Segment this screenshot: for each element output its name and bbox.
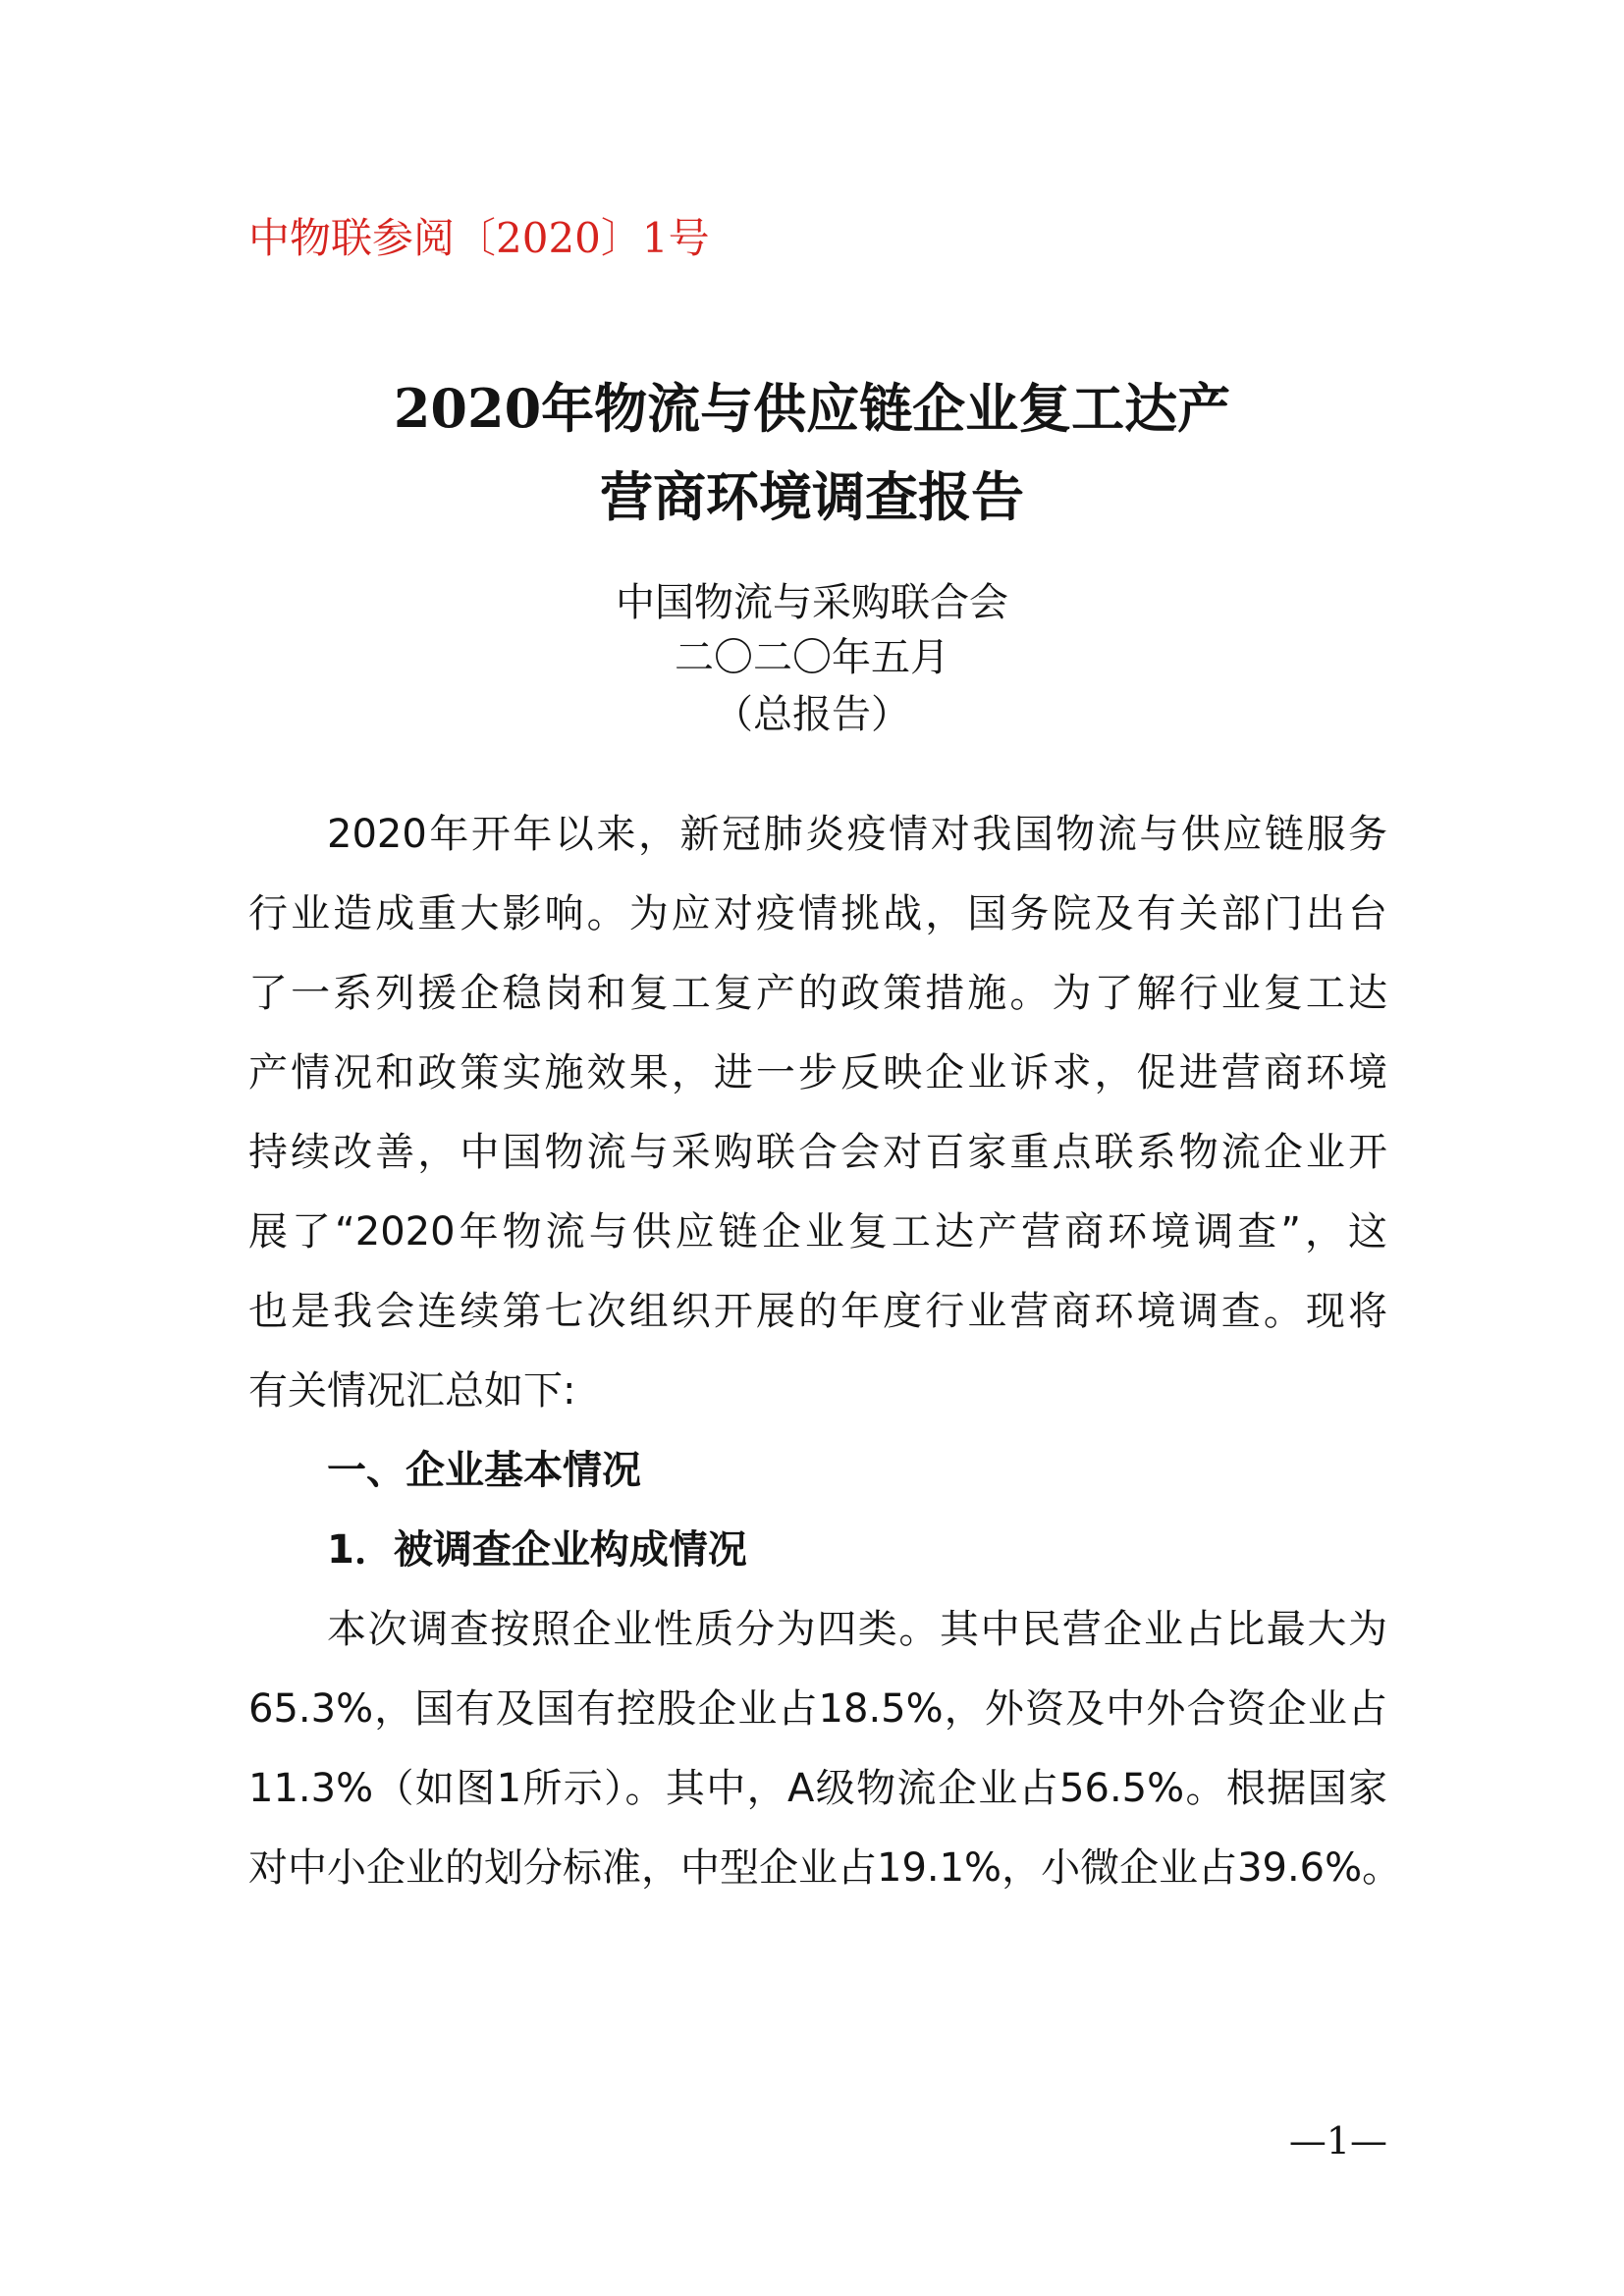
- report-title-line-1: 2020年物流与供应链企业复工达产: [393, 377, 1231, 440]
- paragraph-line: 本次调查按照企业性质分为四类。其中民营企业占比最大为: [327, 1607, 1387, 1652]
- section-heading: 一、企业基本情况: [327, 1448, 641, 1493]
- paragraph-line: 对中小企业的划分标准，中型企业占19.1%，小微企业占39.6%。: [248, 1845, 1402, 1891]
- paragraph-line: 11.3%（如图1所示）。其中，A级物流企业占56.5%。根据国家: [248, 1766, 1387, 1811]
- paragraph-line: 产情况和政策实施效果，进一步反映企业诉求，促进营商环境: [248, 1050, 1387, 1095]
- paragraph-line: 2020年开年以来，新冠肺炎疫情对我国物流与供应链服务: [327, 812, 1387, 857]
- paragraph-line: 行业造成重大影响。为应对疫情挑战，国务院及有关部门出台: [248, 891, 1387, 936]
- report-title-line-2: 营商环境调查报告: [600, 465, 1024, 528]
- paragraph-line: 有关情况汇总如下:: [248, 1368, 576, 1414]
- paragraph-line: 持续改善，中国物流与采购联合会对百家重点联系物流企业开: [248, 1130, 1387, 1175]
- document-number: 中物联参阅〔2020〕1号: [248, 214, 710, 262]
- page-number: —1—: [1288, 2119, 1387, 2163]
- paragraph-line: 也是我会连续第七次组织开展的年度行业营商环境调查。现将: [248, 1289, 1387, 1334]
- paragraph-line: 65.3%，国有及国有控股企业占18.5%，外资及中外合资企业占: [248, 1686, 1387, 1732]
- subsection-heading: 1．被调查企业构成情况: [327, 1527, 747, 1573]
- paragraph-line: 展了“2020年物流与供应链企业复工达产营商环境调查”，这: [248, 1209, 1387, 1255]
- issue-date: 二〇二〇年五月: [675, 635, 949, 680]
- report-type: （总报告）: [714, 692, 910, 737]
- issuer: 中国物流与采购联合会: [616, 580, 1008, 625]
- paragraph-line: 了一系列援企稳岗和复工复产的政策措施。为了解行业复工达: [248, 971, 1387, 1016]
